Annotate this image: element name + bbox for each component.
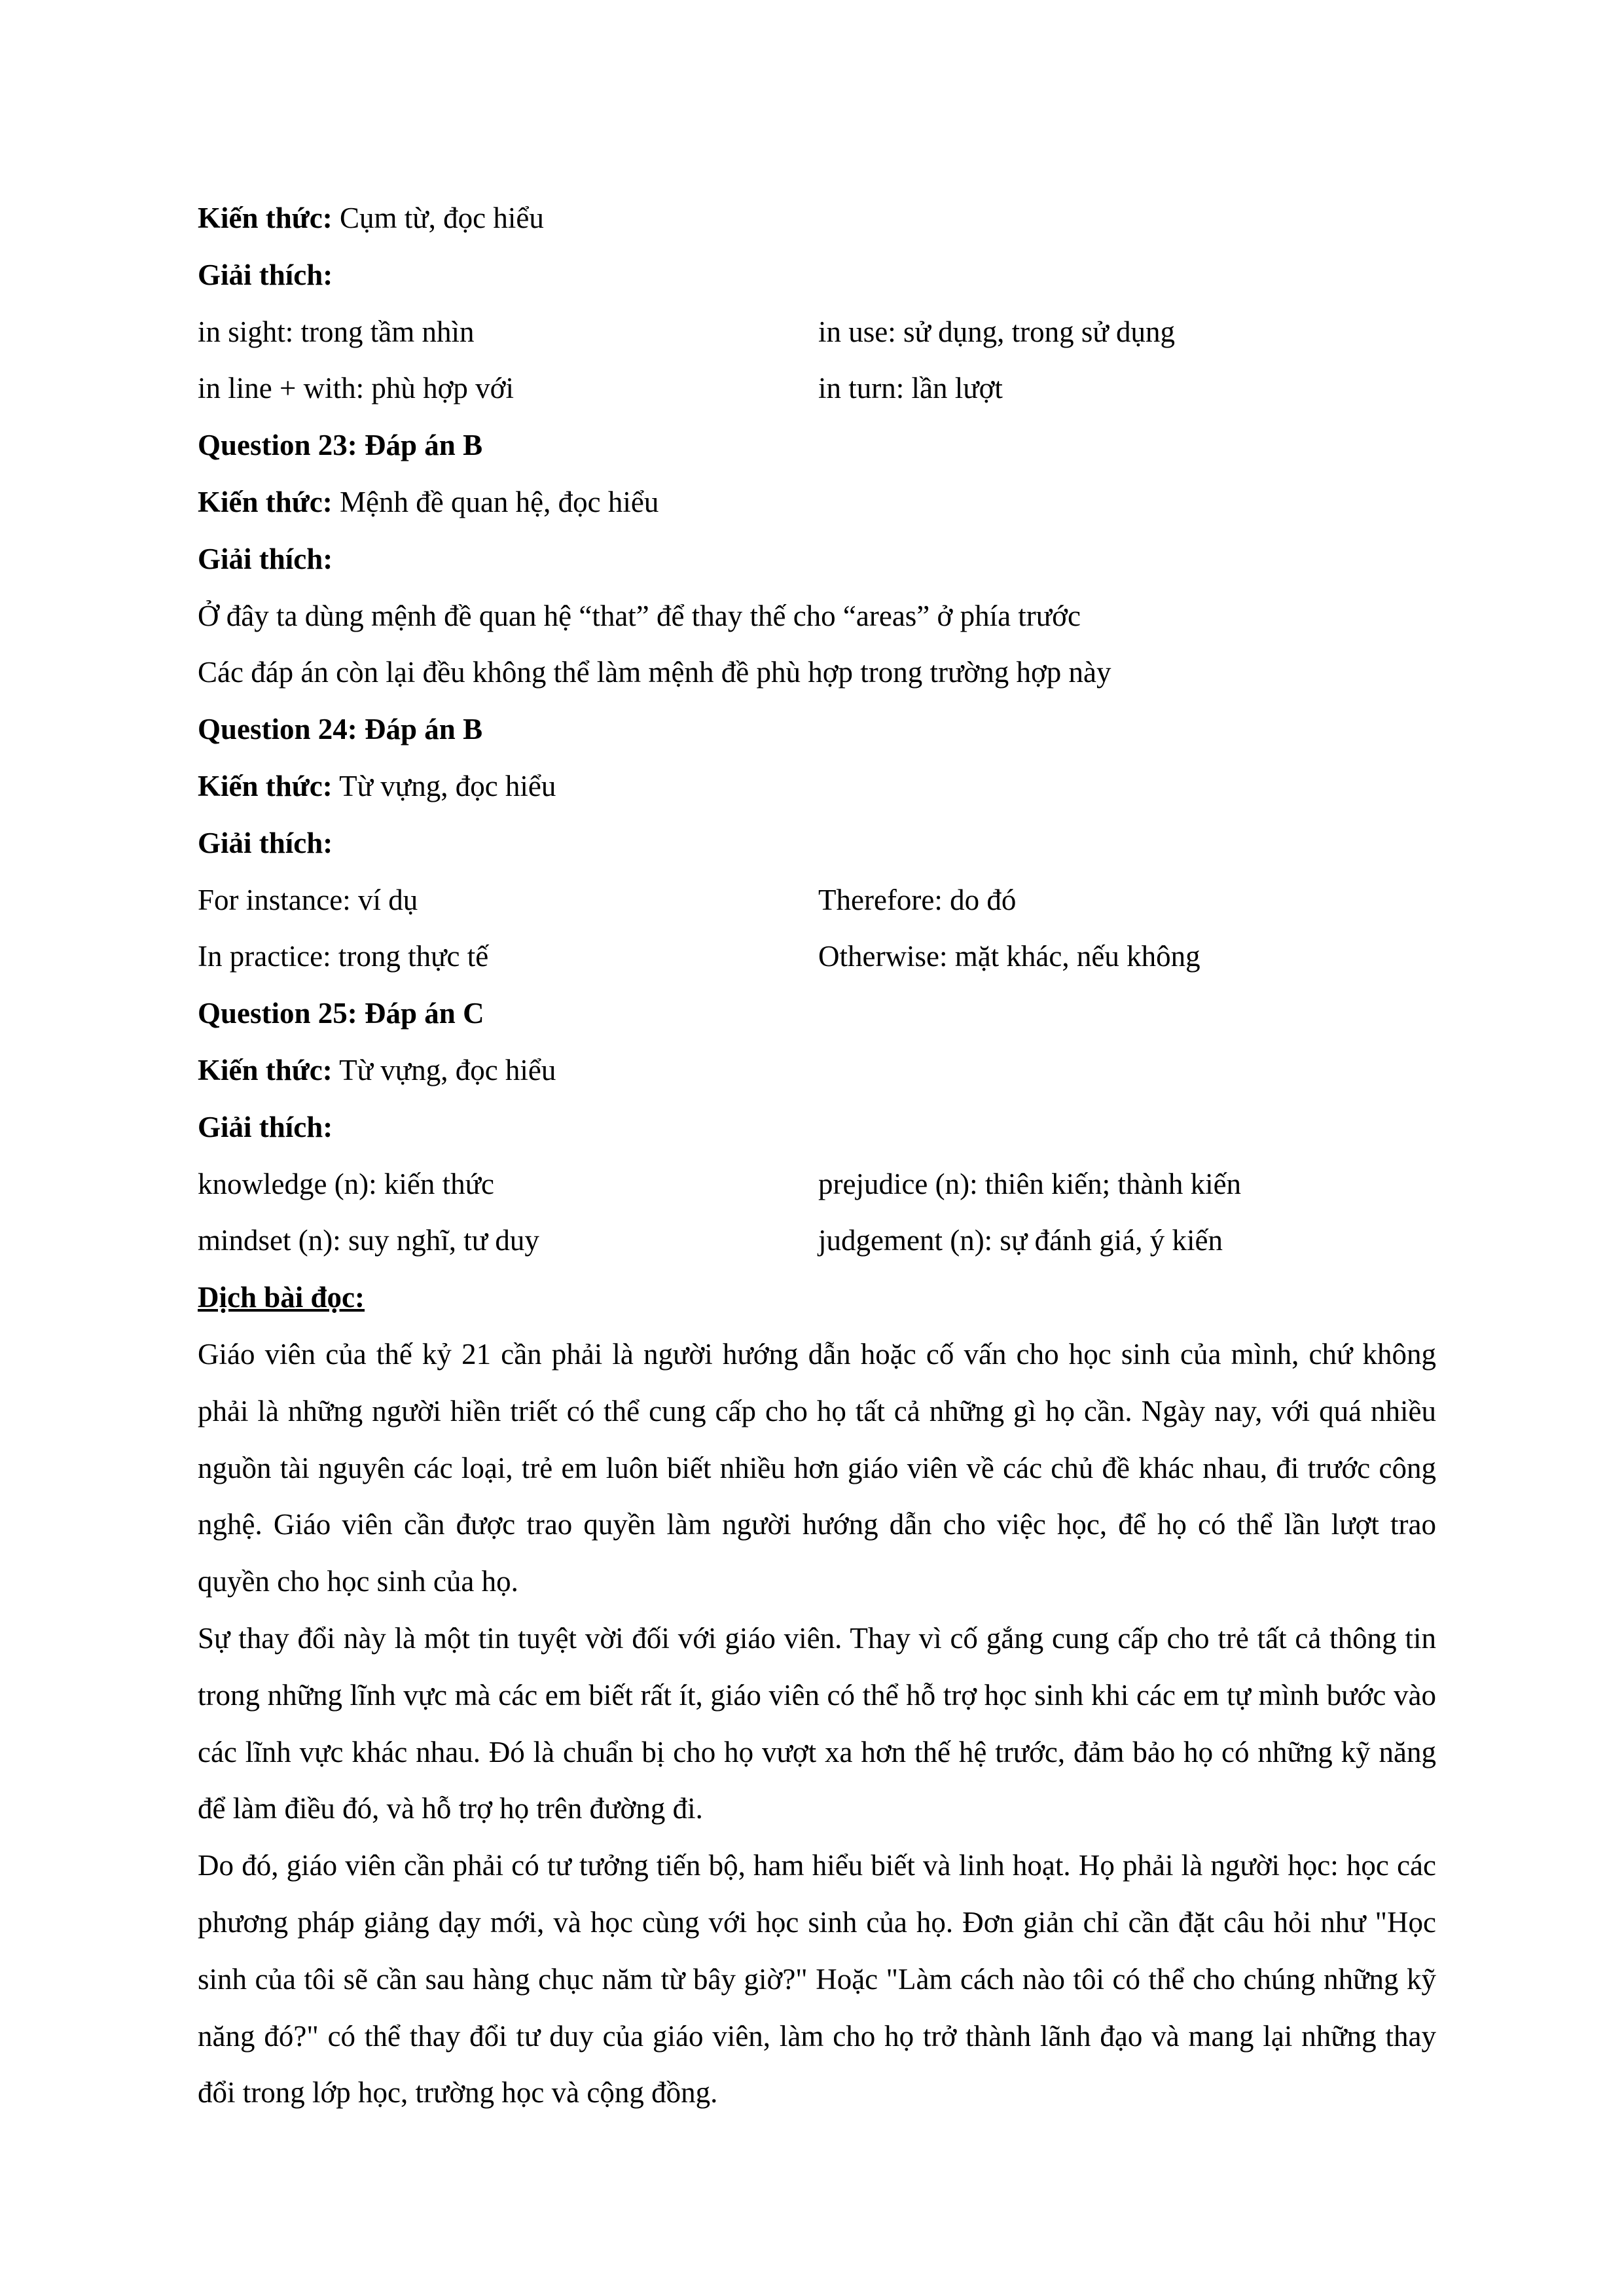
- explain-text: Các đáp án còn lại đều không thể làm mệnh đề phù hợp trong trường hợp này: [198, 656, 1111, 689]
- translation-body: [198, 1326, 1436, 2121]
- explain-label: Giải thích:: [198, 542, 333, 575]
- knowledge-label: Kiến thức:: [198, 1053, 333, 1086]
- vocab-left: mindset (n): suy nghĩ, tư duy: [198, 1224, 539, 1257]
- vocab-row: [198, 304, 1436, 361]
- vocab-right: in turn: lần lượt: [818, 372, 1003, 405]
- explain-text: Ở đây ta dùng mệnh đề quan hệ “that” để thay thế cho “areas” ở phía trước: [198, 599, 1081, 632]
- vocab-left: knowledge (n): kiến thức: [198, 1167, 495, 1200]
- vocab-row: [198, 360, 1436, 417]
- knowledge-line: [198, 474, 1436, 531]
- vocab-row: [198, 1156, 1436, 1213]
- explain-label: Giải thích:: [198, 258, 333, 291]
- vocab-right: Therefore: do đó: [818, 883, 1017, 916]
- vocab-right: Otherwise: mặt khác, nếu không: [818, 940, 1200, 973]
- vocab-right: prejudice (n): thiên kiến; thành kiến: [818, 1167, 1242, 1200]
- question-heading: Question 24: Đáp án B: [198, 713, 483, 746]
- question-heading: Question 23: Đáp án B: [198, 429, 483, 462]
- vocab-left: in sight: trong tầm nhìn: [198, 315, 475, 348]
- vocab-left: In practice: trong thực tế: [198, 940, 489, 973]
- knowledge-value: Từ vựng, đọc hiểu: [332, 1053, 556, 1086]
- document-page: [198, 190, 1436, 2121]
- knowledge-label: Kiến thức:: [198, 769, 333, 802]
- knowledge-value: Cụm từ, đọc hiểu: [332, 202, 544, 234]
- vocab-right: judgement (n): sự đánh giá, ý kiến: [818, 1224, 1223, 1257]
- explain-label: Giải thích:: [198, 826, 333, 859]
- vocab-left: For instance: ví dụ: [198, 883, 418, 916]
- knowledge-line: [198, 1042, 1436, 1099]
- translation-paragraph: Giáo viên của thế kỷ 21 cần phải là người hướng dẫn hoặc cố vấn cho học sinh của mình, chứ không phải là những người hiền triết có thể cung cấp cho họ tất cả những gì họ cần. Ngày nay, với quá nhiều nguồn tài nguyên các loại, trẻ em luôn biết nhiều hơn giáo viên về các chủ đề khác nhau, đi trước công nghệ. Giáo viên cần được trao quyền làm người hướng dẫn cho việc học, để họ có thể lần lượt trao quyền cho học sinh của họ.: [198, 1337, 1436, 1598]
- vocab-row: [198, 1212, 1436, 1269]
- explain-label: Giải thích:: [198, 1110, 333, 1143]
- vocab-row: [198, 872, 1436, 929]
- translation-paragraph: Sự thay đổi này là một tin tuyệt vời đối với giáo viên. Thay vì cố gắng cung cấp cho trẻ tất cả thông tin trong những lĩnh vực mà các em biết rất ít, giáo viên có thể hỗ trợ học sinh khi các em tự mình bước vào các lĩnh vực khác nhau. Đó là chuẩn bị cho họ vượt xa hơn thế hệ trước, đảm bảo họ có những kỹ năng để làm điều đó, và hỗ trợ họ trên đường đi.: [198, 1621, 1436, 1825]
- vocab-left: in line + with: phù hợp với: [198, 372, 514, 405]
- knowledge-label: Kiến thức:: [198, 485, 333, 518]
- translation-heading-line: [198, 1269, 1436, 1326]
- knowledge-line: [198, 758, 1436, 815]
- vocab-row: [198, 928, 1436, 985]
- knowledge-line: [198, 190, 1436, 247]
- knowledge-value: Từ vựng, đọc hiểu: [332, 769, 556, 802]
- translation-paragraph: Do đó, giáo viên cần phải có tư tưởng tiến bộ, ham hiểu biết và linh hoạt. Họ phải là người học: học các phương pháp giảng dạy mới, và học cùng với học sinh của họ. Đơn giản chỉ cần đặt câu hỏi như "Học sinh của tôi sẽ cần sau hàng chục năm từ bây giờ?" Hoặc "Làm cách nào tôi có thể cho chúng những kỹ năng đó?" có thể thay đổi tư duy của giáo viên, làm cho họ trở thành lãnh đạo và mang lại những thay đổi trong lớp học, trường học và cộng đồng.: [198, 1849, 1436, 2109]
- translation-heading: Dịch bài đọc:: [198, 1281, 365, 1314]
- knowledge-value: Mệnh đề quan hệ, đọc hiểu: [332, 485, 659, 518]
- vocab-right: in use: sử dụng, trong sử dụng: [818, 315, 1176, 348]
- knowledge-label: Kiến thức:: [198, 202, 333, 234]
- question-heading: Question 25: Đáp án C: [198, 997, 484, 1030]
